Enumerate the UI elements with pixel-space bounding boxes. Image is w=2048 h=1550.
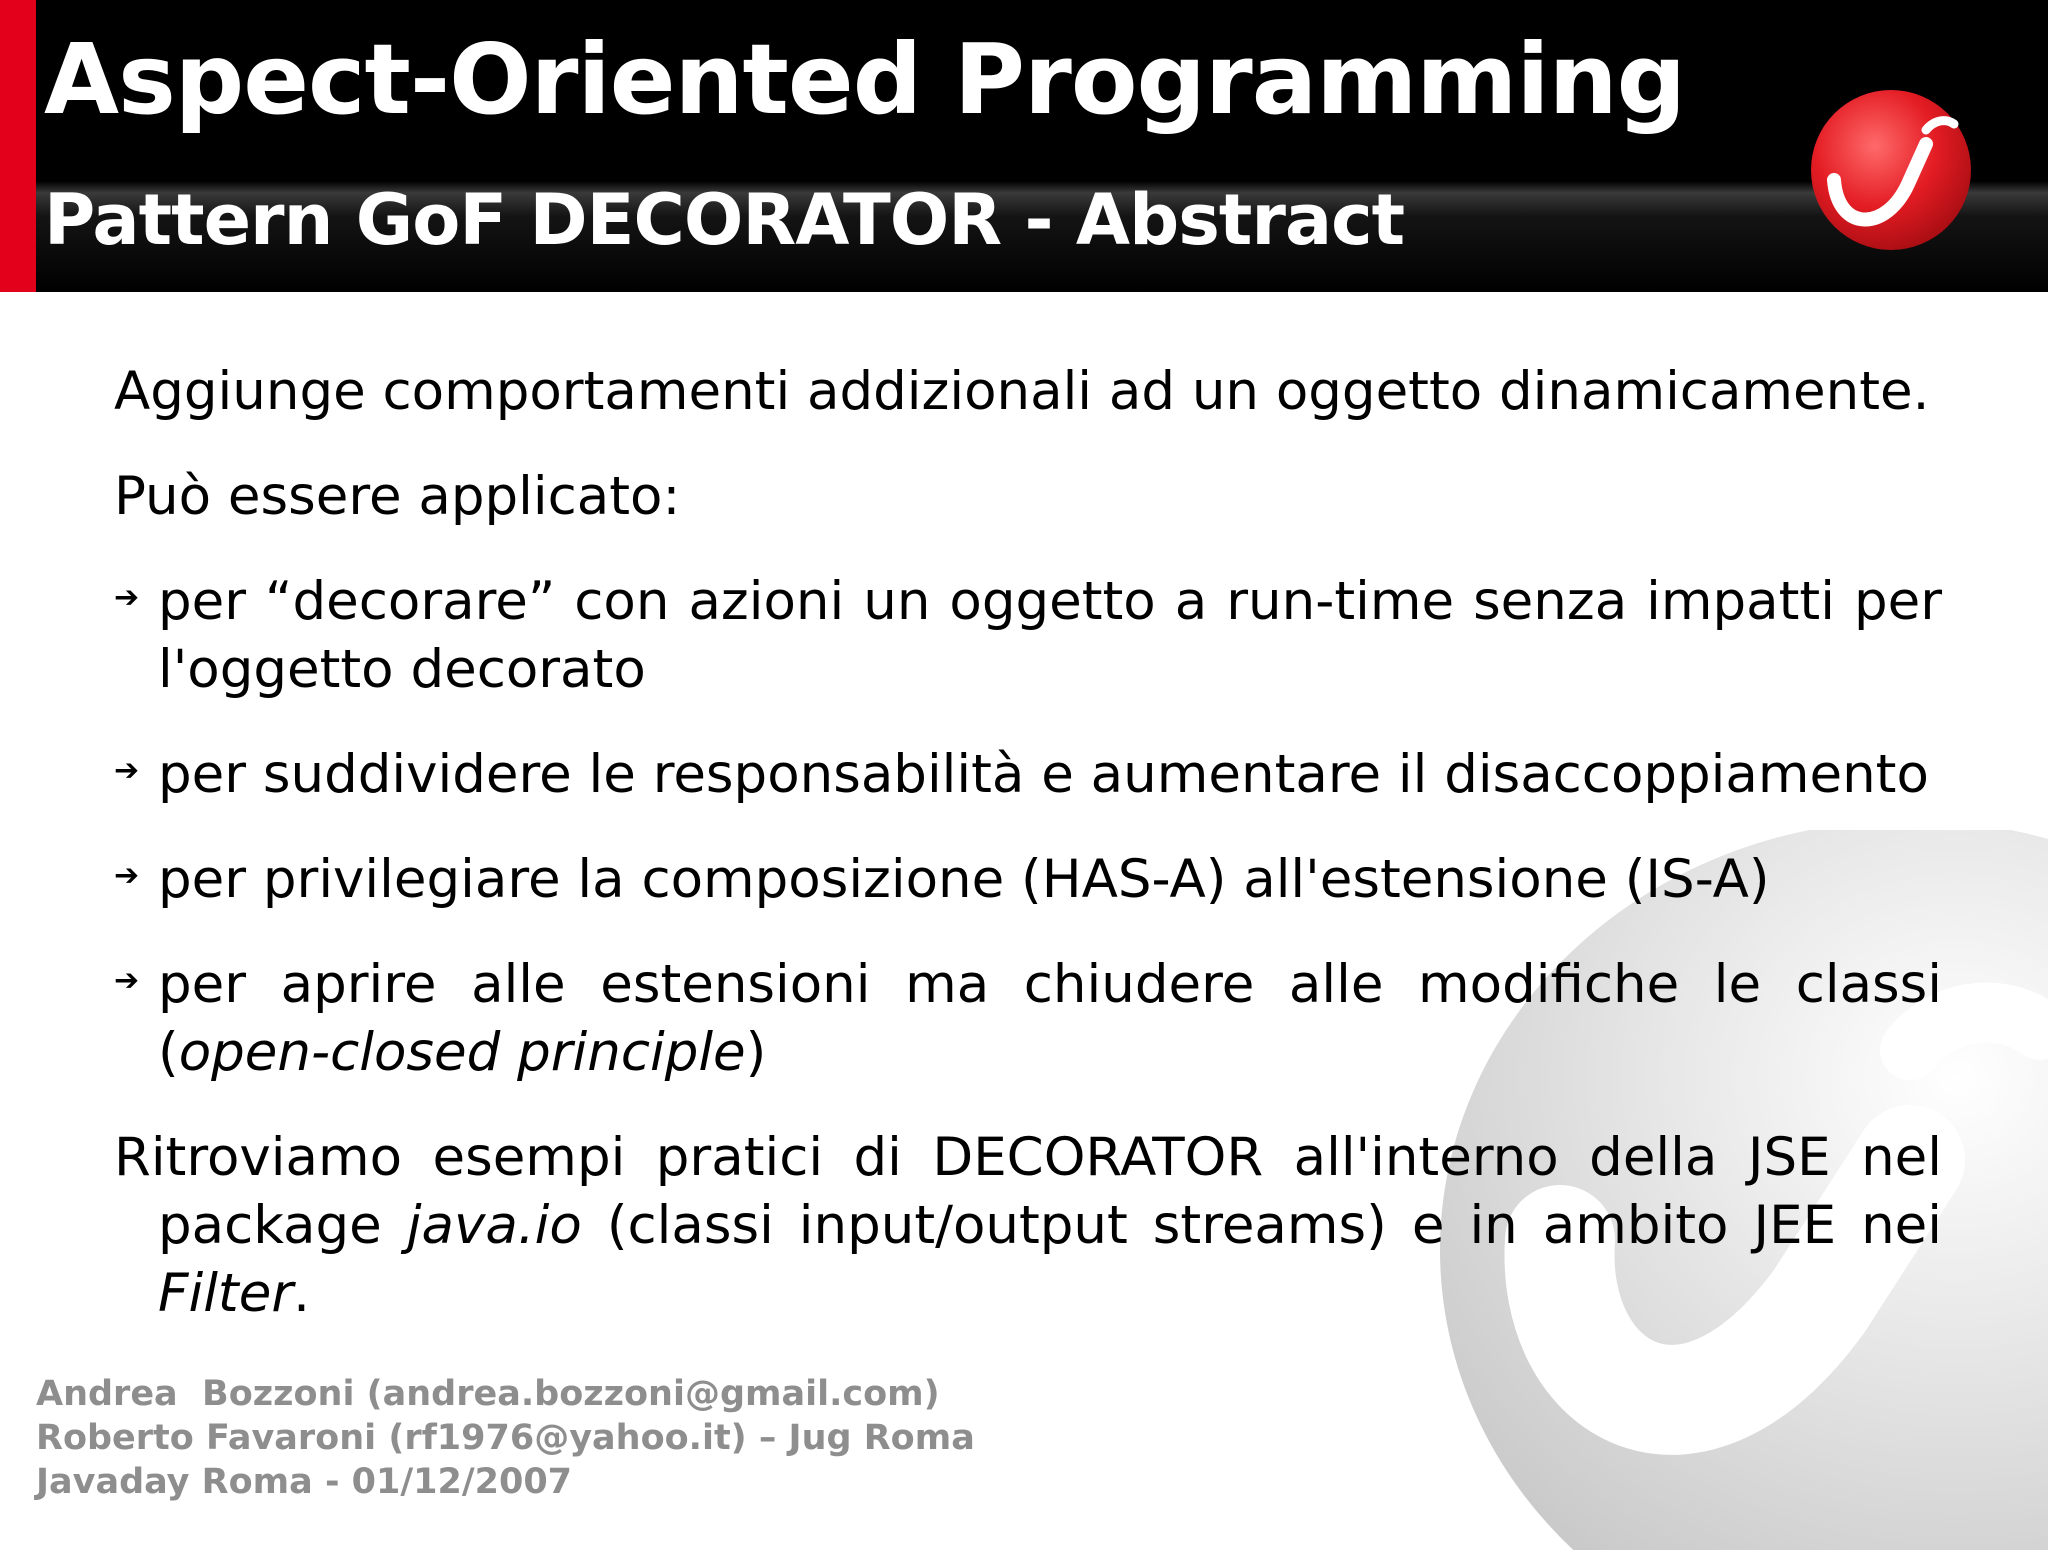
- bullet-text: per suddividere le responsabilità e aumentare il disaccoppiamento: [158, 744, 1929, 805]
- footer-event: Javaday Roma - 01/12/2007: [36, 1462, 573, 1502]
- slide-header: [0, 0, 2048, 292]
- slide-title: Aspect-Oriented Programming: [44, 23, 1686, 136]
- arrow-bullet-icon: ➔: [114, 858, 140, 893]
- slide-footer: [36, 1372, 975, 1504]
- list-item: [114, 846, 1942, 914]
- arrow-bullet-icon: ➔: [114, 963, 140, 998]
- list-item: [114, 568, 1942, 704]
- italic-term: Filter: [158, 1263, 294, 1324]
- closing-text: [114, 1124, 1942, 1328]
- footer-author-1: Andrea Bozzoni (andrea.bozzoni@gmail.com): [36, 1374, 940, 1414]
- slide-content: [114, 358, 1942, 1365]
- list-item: [114, 951, 1942, 1087]
- bullet-text: [158, 951, 1942, 1087]
- arrow-bullet-icon: ➔: [114, 580, 140, 615]
- closing-text-part: .: [293, 1263, 310, 1324]
- bullet-text-end: ): [745, 1022, 767, 1083]
- italic-term: java.io: [406, 1195, 582, 1256]
- footer-author-2: Roberto Favaroni (rf1976@yahoo.it) – Jug Roma: [36, 1418, 975, 1458]
- logo-icon: [1786, 82, 1996, 252]
- italic-term: open-closed principle: [178, 1022, 746, 1083]
- bullet-text-main: per aprire alle estensioni ma chiudere alle modifiche le classi (: [158, 954, 1942, 1083]
- closing-text-part: (classi input/output streams) e in ambito JEE nei: [581, 1195, 1942, 1256]
- accent-bar: [0, 0, 36, 292]
- lead-text: Può essere applicato:: [114, 466, 681, 527]
- slide-subtitle: Pattern GoF DECORATOR - Abstract: [44, 179, 1405, 261]
- closing-text-part: Ritroviamo esempi pratici di DECORATOR all'interno della JSE nel package: [114, 1127, 1942, 1256]
- bullet-text: per privilegiare la composizione (HAS-A) all'estensione (IS-A): [158, 849, 1770, 910]
- bullet-text: per “decorare” con azioni un oggetto a run-time senza impatti per l'oggetto decorato: [158, 571, 1942, 700]
- list-item: [114, 741, 1942, 809]
- intro-text: Aggiunge comportamenti addizionali ad un oggetto dinamicamente.: [114, 361, 1930, 422]
- arrow-bullet-icon: ➔: [114, 753, 140, 788]
